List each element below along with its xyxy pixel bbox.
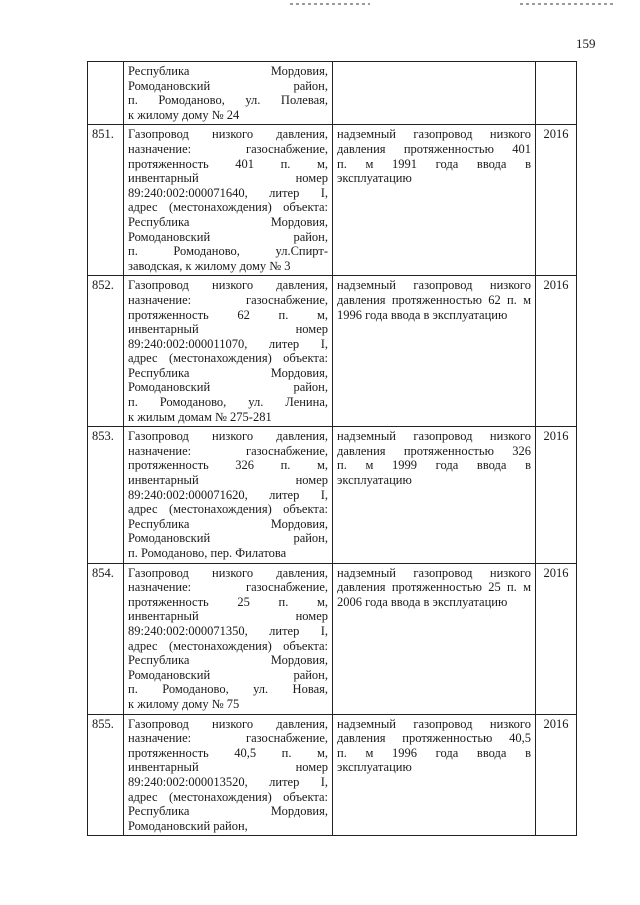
- object-name-line: Газопровод низкого давления,: [128, 565, 328, 580]
- object-description-line: давления протяженностью 25 п. м: [337, 580, 531, 595]
- object-name-cell: [124, 125, 333, 276]
- scan-artifact: [520, 3, 615, 5]
- object-name-cell: [124, 714, 333, 836]
- object-description-line: п. м 1991 года ввода в: [337, 156, 531, 171]
- object-name-line: Республика Мордовия,: [128, 214, 328, 229]
- object-name-line: 89:240:002:000071350, литер I,: [128, 623, 328, 638]
- object-name-line: адрес (местонахождения) объекта:: [128, 502, 328, 517]
- table-row: [88, 714, 577, 836]
- object-name-line: адрес (местонахождения) объекта:: [128, 789, 328, 804]
- row-number: 851.: [88, 125, 124, 276]
- object-name-line: п. Ромоданово, ул. Ленина,: [128, 395, 328, 410]
- object-description-line: давления протяженностью 326: [337, 443, 531, 458]
- row-number: 855.: [88, 714, 124, 836]
- object-description-line: надземный газопровод низкого: [337, 127, 531, 142]
- object-name-line: 89:240:002:000013520, литер I,: [128, 774, 328, 789]
- object-name-line: инвентарный номер: [128, 171, 328, 186]
- page-number: 159: [576, 36, 596, 51]
- object-description-cell: [333, 427, 536, 563]
- object-name-line: заводская, к жилому дому № 3: [128, 258, 291, 273]
- scan-artifact: [290, 3, 370, 5]
- object-name-line: протяженность 62 п. м,: [128, 307, 328, 322]
- table-row: [88, 62, 577, 125]
- object-name-line: Республика Мордовия,: [128, 516, 328, 531]
- object-description-line: п. м 1999 года ввода в: [337, 458, 531, 473]
- object-name-line: адрес (местонахождения) объекта:: [128, 638, 328, 653]
- object-name-cell: [124, 427, 333, 563]
- object-name-line: 89:240:002:000071620, литер I,: [128, 487, 328, 502]
- object-name-cell: [124, 563, 333, 714]
- object-description-line: эксплуатацию: [337, 171, 412, 186]
- object-name-line: 89:240:002:000071640, литер I,: [128, 185, 328, 200]
- object-name-cell: [124, 62, 333, 125]
- object-name-line: Ромодановский район,: [128, 531, 328, 546]
- object-description-line: 2006 года ввода в эксплуатацию: [337, 594, 508, 609]
- object-name-line: Республика Мордовия,: [128, 64, 328, 78]
- object-description-line: надземный газопровод низкого: [337, 429, 531, 444]
- object-name-line: п. Ромоданово, ул. Новая,: [128, 682, 328, 697]
- object-name-line: Ромодановский район,: [128, 380, 328, 395]
- object-description-line: 1996 года ввода в эксплуатацию: [337, 307, 508, 322]
- object-description-line: давления протяженностью 401: [337, 141, 531, 156]
- registry-table-body: [88, 62, 577, 836]
- object-description-line: эксплуатацию: [337, 760, 412, 775]
- object-description-cell: [333, 714, 536, 836]
- object-name-line: п. Ромоданово, ул.Спирт-: [128, 244, 328, 259]
- year-cell: 2016: [536, 563, 577, 714]
- object-name-line: адрес (местонахождения) объекта:: [128, 200, 328, 215]
- row-number: [88, 62, 124, 125]
- table-row: [88, 276, 577, 427]
- object-name-line: инвентарный номер: [128, 322, 328, 337]
- object-name-line: к жилому дому № 24: [128, 107, 240, 122]
- object-name-line: инвентарный номер: [128, 609, 328, 624]
- row-number: 854.: [88, 563, 124, 714]
- object-name-line: адрес (местонахождения) объекта:: [128, 351, 328, 366]
- object-name-line: инвентарный номер: [128, 760, 328, 775]
- object-name-line: Ромодановский район,: [128, 818, 248, 833]
- year-cell: 2016: [536, 714, 577, 836]
- object-description-cell: [333, 62, 536, 125]
- object-name-line: назначение: газоснабжение,: [128, 731, 328, 746]
- year-cell: [536, 62, 577, 125]
- object-description-line: эксплуатацию: [337, 473, 412, 488]
- table-row: [88, 563, 577, 714]
- object-description-line: давления протяженностью 40,5: [337, 731, 531, 746]
- object-name-line: протяженность 401 п. м,: [128, 156, 328, 171]
- object-name-line: Газопровод низкого давления,: [128, 127, 328, 142]
- object-name-line: п. Ромоданово, пер. Филатова: [128, 546, 287, 560]
- object-name-line: Газопровод низкого давления,: [128, 716, 328, 731]
- row-number: 853.: [88, 427, 124, 563]
- object-description-cell: [333, 125, 536, 276]
- object-description-line: надземный газопровод низкого: [337, 278, 531, 293]
- object-name-line: Ромодановский район,: [128, 229, 328, 244]
- object-name-line: протяженность 326 п. м,: [128, 458, 328, 473]
- object-name-line: протяженность 40,5 п. м,: [128, 745, 328, 760]
- object-name-line: Ромодановский район,: [128, 667, 328, 682]
- table-row: [88, 125, 577, 276]
- object-description-line: п. м 1996 года ввода в: [337, 745, 531, 760]
- object-description-cell: [333, 276, 536, 427]
- object-name-line: назначение: газоснабжение,: [128, 141, 328, 156]
- object-name-line: к жилым домам № 275-281: [128, 409, 272, 424]
- year-cell: 2016: [536, 427, 577, 563]
- object-description-line: надземный газопровод низкого: [337, 716, 531, 731]
- object-name-line: Газопровод низкого давления,: [128, 429, 328, 444]
- object-description-line: давления протяженностью 62 п. м: [337, 292, 531, 307]
- object-name-line: назначение: газоснабжение,: [128, 292, 328, 307]
- object-name-line: Республика Мордовия,: [128, 365, 328, 380]
- object-name-cell: [124, 276, 333, 427]
- object-name-line: Ромодановский район,: [128, 78, 328, 93]
- year-cell: 2016: [536, 125, 577, 276]
- object-name-line: назначение: газоснабжение,: [128, 443, 328, 458]
- object-name-line: инвентарный номер: [128, 473, 328, 488]
- object-name-line: протяженность 25 п. м,: [128, 594, 328, 609]
- year-cell: 2016: [536, 276, 577, 427]
- table-row: [88, 427, 577, 563]
- object-name-line: к жилому дому № 75: [128, 696, 240, 711]
- object-name-line: 89:240:002:000011070, литер I,: [128, 336, 328, 351]
- object-description-cell: [333, 563, 536, 714]
- object-name-line: назначение: газоснабжение,: [128, 580, 328, 595]
- object-name-line: Республика Мордовия,: [128, 804, 328, 819]
- object-name-line: Республика Мордовия,: [128, 653, 328, 668]
- object-name-line: п. Ромоданово, ул. Полевая,: [128, 93, 328, 108]
- object-name-line: Газопровод низкого давления,: [128, 278, 328, 293]
- object-description-line: надземный газопровод низкого: [337, 565, 531, 580]
- row-number: 852.: [88, 276, 124, 427]
- registry-table: [87, 61, 577, 836]
